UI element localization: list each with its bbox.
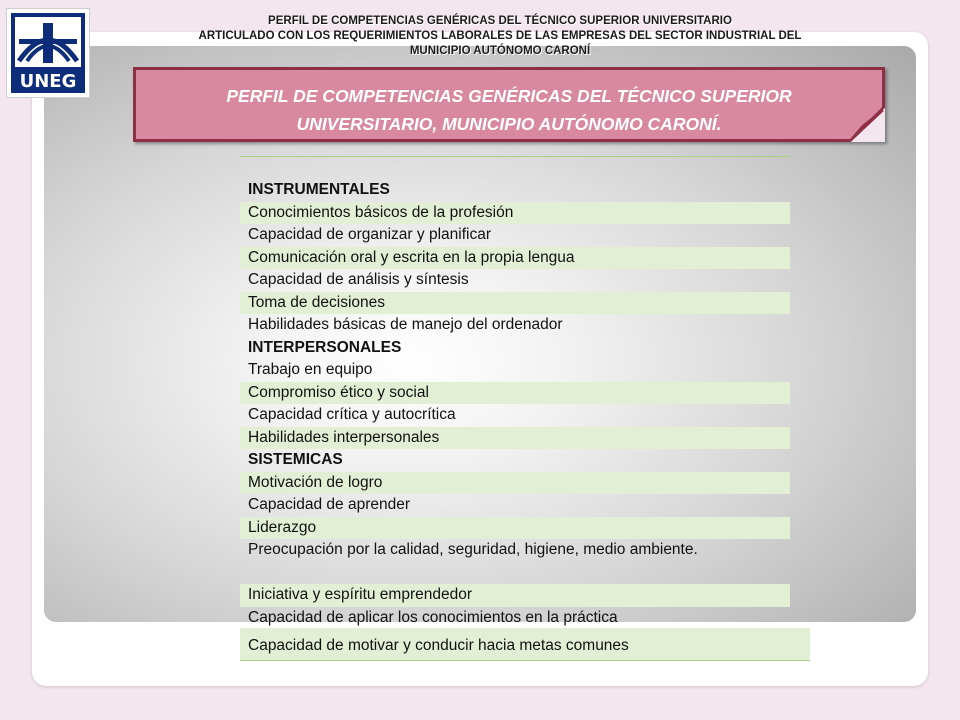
page-curl-icon	[849, 106, 885, 142]
table-row: Capacidad de aplicar los conocimientos en la práctica	[248, 608, 618, 626]
table-row: Compromiso ético y social	[240, 382, 790, 405]
table-row: Toma de decisiones	[240, 292, 790, 315]
table-row: Habilidades básicas de manejo del ordenador	[248, 316, 563, 333]
table-row: Trabajo en equipo	[248, 361, 373, 378]
table-row: Iniciativa y espíritu emprendedor	[240, 584, 790, 607]
slide-title-banner	[133, 67, 885, 142]
banner-line-2: UNIVERSITARIO, MUNICIPIO AUTÓNOMO CARONÍ.	[296, 114, 722, 134]
document-title	[120, 14, 880, 59]
table-row-last: Capacidad de motivar y conducir hacia metas comunes	[240, 628, 810, 661]
banner-line-1: PERFIL DE COMPETENCIAS GENÉRICAS DEL TÉCNICO SUPERIOR	[226, 86, 792, 106]
title-line-3: MUNICIPIO AUTÓNOMO CARONÍ	[409, 45, 591, 57]
uneg-logo	[6, 8, 90, 98]
table-row: Capacidad crítica y autocrítica	[248, 406, 456, 423]
title-line-1: PERFIL DE COMPETENCIAS GENÉRICAS DEL TÉCNICO SUPERIOR UNIVERSITARIO	[268, 15, 732, 27]
logo-text: UNEG	[19, 71, 77, 92]
table-row: Motivación de logro	[240, 472, 790, 495]
competencies-table	[240, 179, 790, 629]
table-row: Conocimientos básicos de la profesión	[240, 202, 790, 225]
section-heading: INSTRUMENTALES	[248, 181, 390, 198]
section-heading: INTERPERSONALES	[248, 338, 402, 356]
table-row: Capacidad de aprender	[248, 496, 411, 513]
table-row: Liderazgo	[240, 517, 790, 540]
banner-text	[144, 82, 874, 138]
table-row: Preocupación por la calidad, seguridad, higiene, medio ambiente.	[248, 541, 698, 558]
table-row: Capacidad de organizar y planificar	[248, 226, 491, 243]
title-line-2: ARTICULADO CON LOS REQUERIMIENTOS LABORALES DE LAS EMPRESAS DEL SECTOR INDUSTRIAL DEL	[198, 30, 802, 42]
table-row: Capacidad de análisis y síntesis	[248, 271, 469, 288]
table-row: Comunicación oral y escrita en la propia lengua	[240, 247, 790, 270]
table-row: Habilidades interpersonales	[240, 427, 790, 450]
table-top-rule	[240, 156, 790, 157]
section-heading: SISTEMICAS	[248, 451, 343, 468]
